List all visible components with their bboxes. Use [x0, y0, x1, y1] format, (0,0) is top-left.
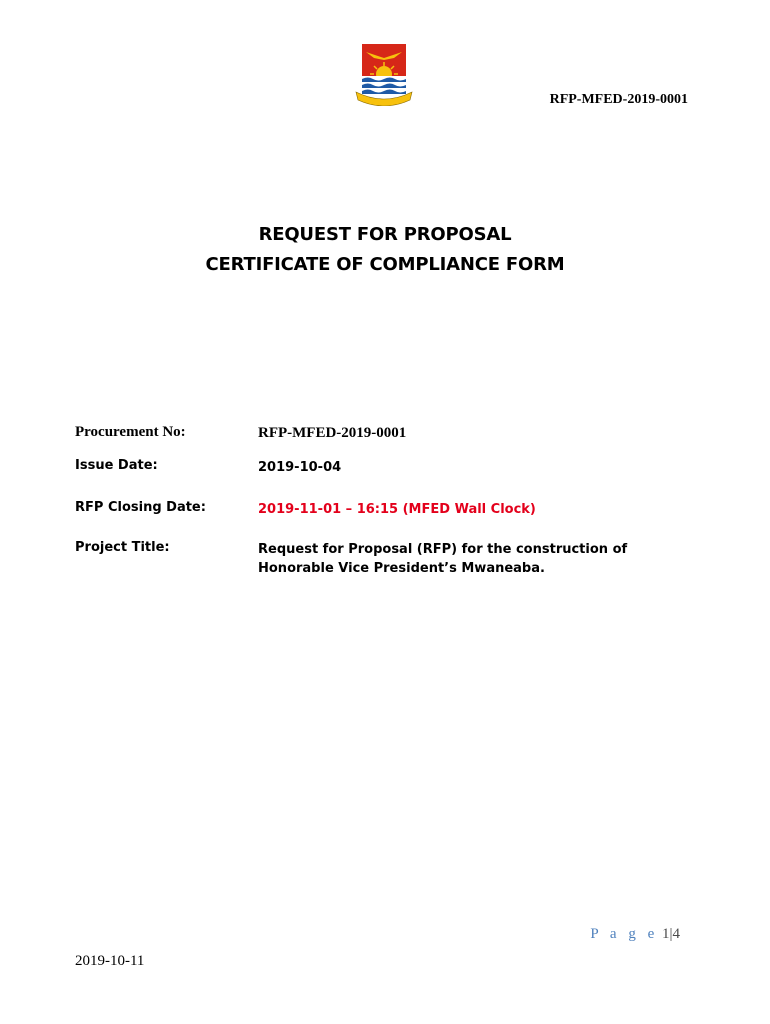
page-number: P a g e 1|4	[590, 926, 680, 942]
page-word: P a g e	[590, 926, 659, 942]
project-title-value: Request for Proposal (RFP) for the construction of Honorable Vice President’s Mwaneaba.	[258, 542, 628, 576]
closing-date-label: RFP Closing Date:	[75, 500, 206, 515]
closing-date-value: 2019-11-01 – 16:15 (MFED Wall Clock)	[258, 502, 536, 517]
document-subtitle: CERTIFICATE OF COMPLIANCE FORM	[205, 254, 565, 275]
procurement-no-value: RFP-MFED-2019-0001	[258, 425, 407, 441]
kiribati-coat-of-arms	[352, 42, 416, 106]
issue-date-value: 2019-10-04	[258, 460, 342, 475]
page-current: 1	[661, 926, 670, 942]
project-title-label: Project Title:	[75, 540, 170, 555]
reference-number: RFP-MFED-2019-0001	[549, 92, 688, 107]
page-total: 4	[672, 926, 680, 942]
footer-date: 2019-10-11	[75, 953, 145, 969]
procurement-no-label: Procurement No:	[75, 424, 186, 440]
document-title: REQUEST FOR PROPOSAL	[258, 224, 512, 245]
issue-date-label: Issue Date:	[75, 458, 158, 473]
